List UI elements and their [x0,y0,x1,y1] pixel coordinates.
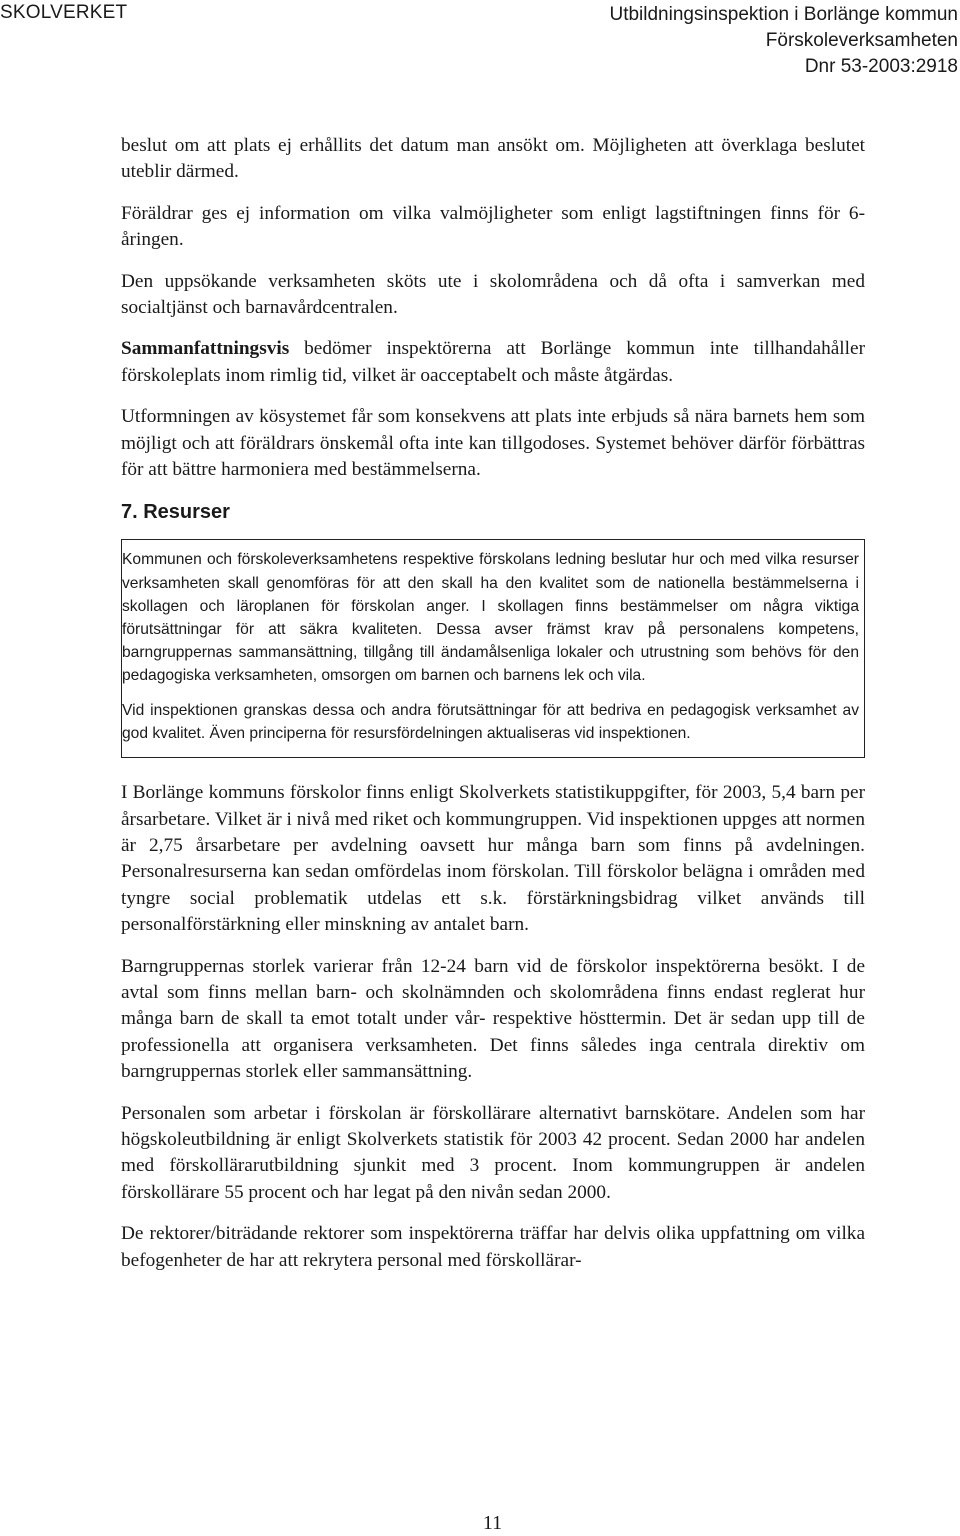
paragraph: Föräldrar ges ej information om vilka valmöjligheter som enligt lagstiftningen finns för 6-åringen. [121,202,865,251]
paragraph: beslut om att plats ej erhållits det datum man ansökt om. Möjligheten att överklaga beslutet uteblir därmed. [121,135,865,183]
paragraph: Personalen som arbetar i förskolan är förskollärare alternativt barnskötare. Andelen som har högskoleutbildning är enligt Skolverkets statistik för 2003 42 procent. Sedan 2000 har andelen med förskollärarutbildning sjunkit med 3 procent. Inom kommungruppen är andelen förskollärare 55 procent och har legat på den nivån sedan 2000. [121,1102,865,1203]
paragraph: De rektorer/biträdande rektorer som inspektörerna träffar har delvis olika uppfattning om vilka befogenheter de har att rekrytera personal med förskollärar- [121,1223,865,1271]
paragraph: I Borlänge kommuns förskolor finns enligt Skolverkets statistikuppgifter, för 2003, 5,4 barn per årsarbetare. Vilket är i nivå med riket och kommungruppen. Vid inspektionen uppges att normen är 2,75 årsarbetare per avdelning oavsett hur många barn som finns på avdelningen. Personalresurserna kan sedan omfördelas inom förskolan. Till förskolor belägna i områden med tyngre social problematik utdelas ett s.k. förstärkningsbidrag vilket används till personalförstärkning eller minskning av antalet barn. [121,782,865,936]
document-body [121,133,865,1289]
section-heading: 7. Resurser [121,501,230,524]
summary-text: bedömer inspektörerna att Borlänge kommun inte tillhandahåller förskoleplats inom rimlig tid, vilket är oacceptabelt och måste åtgärdas. [121,338,865,386]
paragraph: Den uppsökande verksamheten sköts ute i skolområdena och då ofta i samverkan med socialtjänst och barnavårdcentralen. [121,270,865,319]
summary-paragraph [121,336,865,389]
paragraph: Barngruppernas storlek varierar från 12-24 barn vid de förskolor inspektörerna besökt. I de avtal som finns mellan barn- och skolnämnden och skolområdena finns endast reglerat hur många barn de skall ta emot totalt under vår- respektive hösttermin. Det är sedan upp till de professionella att organisera verksamheten. Det finns således inga centrala direktiv om barngruppernas storlek eller sammansättning. [121,955,865,1083]
info-box-paragraph: Vid inspektionen granskas dessa och andra förutsättningar för att bedriva en pedagogisk verksamhet av god kvalitet. Även principerna för resursfördelningen aktualiseras vid inspektionen. [122,701,859,742]
paragraph: Utformningen av kösystemet får som konsekvens att plats inte erbjuds så nära barnets hem som möjligt och att föräldrars önskemål ofta inte kan tillgodoses. Systemet behöver därför förbättras för att bättre harmoniera med bestämmelserna. [121,406,865,481]
header-title: Utbildningsinspektion i Borlänge kommun [609,4,958,25]
organization-name: SKOLVERKET [0,2,128,23]
summary-lead: Sammanfattningsvis [121,338,290,360]
page-number: 11 [482,1512,503,1534]
info-box-paragraph: Kommunen och förskoleverksamhetens respektive förskolans ledning beslutar hur och med vilka resurser verksamheten skall genomföras för att den skall ha den kvalitet som de nationella bestämmelserna i skollagen och läroplanen för förskolan anger. I skollagen finns bestämmelser om några viktiga förutsättningar för att säkra kvaliteten. Dessa avser främst krav på personalens kompetens, barngruppernas sammansättning, tillgång till ändamålsenliga lokaler och utrustning som behövs för den pedagogiska verksamheten, omsorgen om barnen och barnens lek och vila. [122,551,859,685]
document-header [609,2,958,80]
header-reference-number: Dnr 53-2003:2918 [804,56,958,77]
header-subtitle: Förskoleverksamheten [765,30,958,51]
info-box [121,539,865,758]
